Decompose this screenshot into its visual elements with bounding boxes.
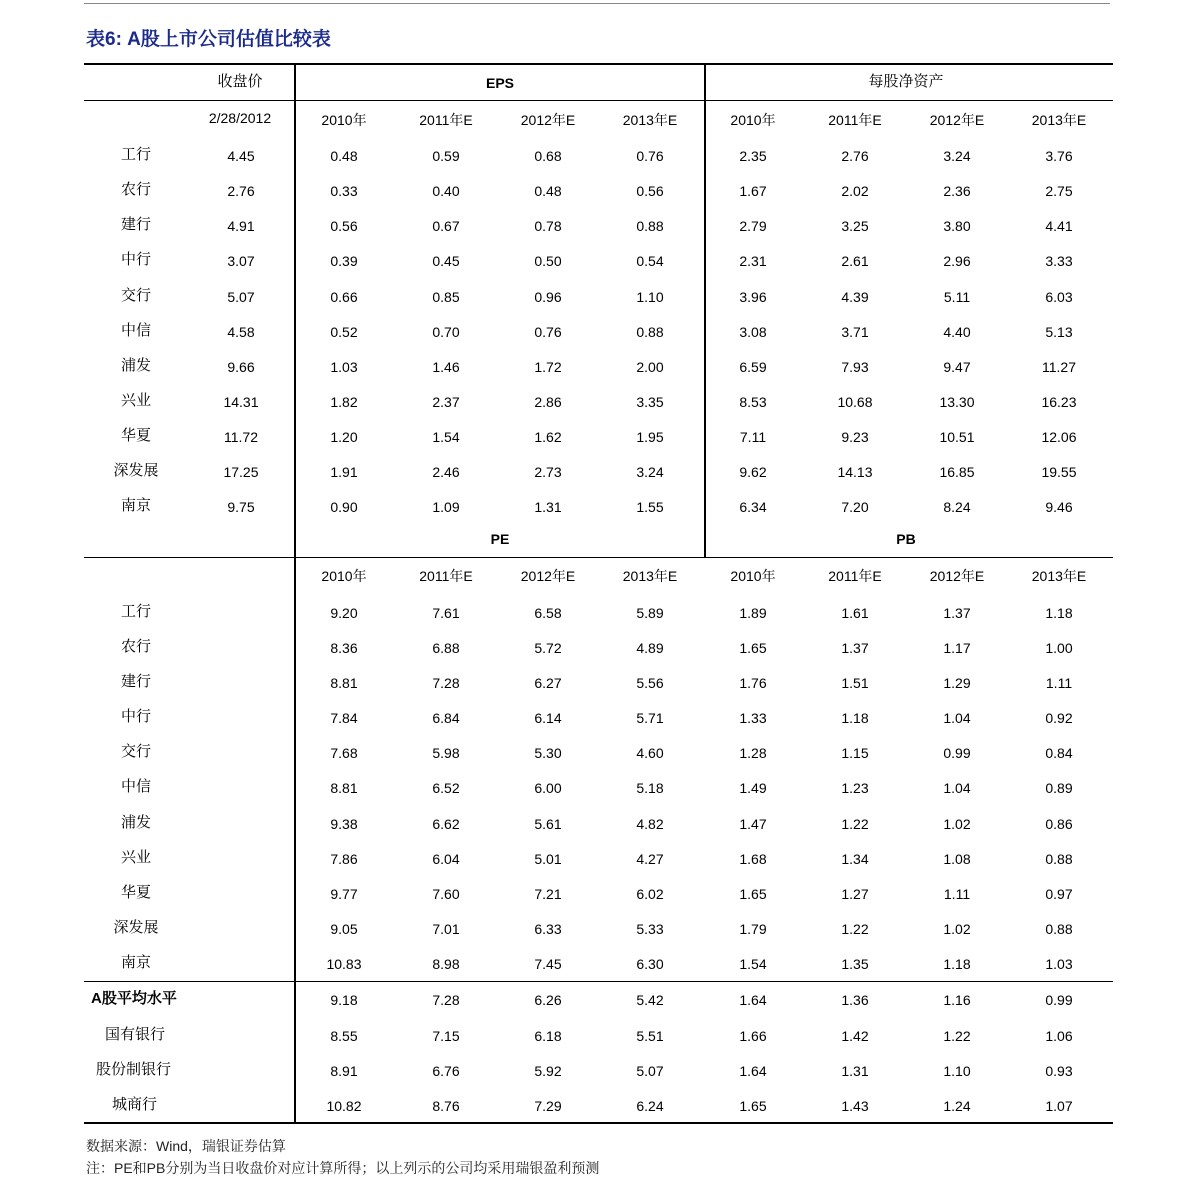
bvps-cell: 3.08 xyxy=(739,324,767,340)
year-header-pe-pb: 2012年E xyxy=(520,568,576,584)
close-price-cell: 4.45 xyxy=(227,148,255,164)
year-header: 2011年E xyxy=(828,112,882,128)
eps-cell: 0.54 xyxy=(636,253,664,269)
rule-header-1 xyxy=(84,100,1113,101)
pb-cell: 1.65 xyxy=(739,886,767,902)
aggregate-pb-cell: 0.93 xyxy=(1045,1063,1073,1079)
bank-name: 交行 xyxy=(120,287,151,304)
bvps-cell: 2.02 xyxy=(841,183,869,199)
bvps-cell: 4.40 xyxy=(943,324,971,340)
pe-cell: 4.27 xyxy=(636,851,664,867)
eps-cell: 0.76 xyxy=(636,148,664,164)
bvps-cell: 5.11 xyxy=(943,289,971,305)
pb-cell: 1.33 xyxy=(739,710,767,726)
pe-cell: 7.28 xyxy=(432,675,460,691)
pb-cell: 1.04 xyxy=(943,780,971,796)
eps-cell: 1.91 xyxy=(330,464,358,480)
pb-cell: 1.11 xyxy=(1045,675,1073,691)
pe-cell: 8.98 xyxy=(432,956,460,972)
eps-cell: 1.20 xyxy=(330,429,358,445)
year-header: 2010年 xyxy=(321,112,367,128)
bvps-cell: 9.23 xyxy=(841,429,869,445)
pb-cell: 1.54 xyxy=(739,956,767,972)
bank-name: 中行 xyxy=(120,251,151,268)
aggregate-pb-cell: 1.42 xyxy=(841,1028,869,1044)
bvps-cell: 4.39 xyxy=(841,289,869,305)
close-price-cell: 14.31 xyxy=(223,394,259,410)
pe-cell: 7.61 xyxy=(432,605,460,621)
pe-cell: 7.60 xyxy=(432,886,460,902)
bvps-cell: 3.96 xyxy=(739,289,767,305)
pb-cell: 0.97 xyxy=(1045,886,1073,902)
eps-header: EPS xyxy=(485,75,514,91)
bvps-cell: 5.13 xyxy=(1045,324,1073,340)
aggregate-pb-cell: 1.07 xyxy=(1045,1098,1073,1114)
pe-cell: 5.33 xyxy=(636,921,664,937)
bvps-cell: 16.23 xyxy=(1041,394,1077,410)
pe-cell: 7.45 xyxy=(534,956,562,972)
aggregate-pb-cell: 1.16 xyxy=(943,992,971,1008)
bvps-cell: 6.34 xyxy=(739,499,767,515)
pb-header: PB xyxy=(896,531,916,547)
eps-cell: 2.86 xyxy=(534,394,562,410)
pe-header: PE xyxy=(490,531,510,547)
bvps-cell: 3.76 xyxy=(1045,148,1073,164)
eps-cell: 0.48 xyxy=(330,148,358,164)
bank-name: 南京 xyxy=(120,954,151,971)
bvps-cell: 2.35 xyxy=(739,148,767,164)
pe-cell: 6.02 xyxy=(636,886,664,902)
pe-cell: 4.60 xyxy=(636,745,664,761)
pb-cell: 0.92 xyxy=(1045,710,1073,726)
data-source: 数据来源：Wind，瑞银证券估算 xyxy=(86,1138,286,1154)
pb-cell: 0.88 xyxy=(1045,921,1073,937)
bank-name: 农行 xyxy=(120,181,151,198)
aggregate-pb-cell: 1.31 xyxy=(841,1063,869,1079)
pe-cell: 4.89 xyxy=(636,640,664,656)
aggregate-pe-cell: 7.15 xyxy=(432,1028,460,1044)
eps-cell: 1.55 xyxy=(636,499,664,515)
aggregate-pe-cell: 5.42 xyxy=(636,992,664,1008)
aggregate-pe-cell: 8.91 xyxy=(330,1063,358,1079)
eps-cell: 1.54 xyxy=(432,429,460,445)
bvps-cell: 9.47 xyxy=(943,359,971,375)
pe-cell: 6.52 xyxy=(432,780,460,796)
bvps-cell: 2.36 xyxy=(943,183,971,199)
close-price-cell: 9.66 xyxy=(227,359,255,375)
eps-cell: 1.03 xyxy=(330,359,358,375)
close-price-cell: 4.58 xyxy=(227,324,255,340)
aggregate-pb-cell: 1.22 xyxy=(943,1028,971,1044)
eps-cell: 0.59 xyxy=(432,148,460,164)
aggregate-pb-cell: 1.10 xyxy=(943,1063,971,1079)
aggregate-pe-cell: 5.51 xyxy=(636,1028,664,1044)
pb-cell: 1.11 xyxy=(943,886,971,902)
aggregate-pe-cell: 8.55 xyxy=(330,1028,358,1044)
pe-cell: 6.33 xyxy=(534,921,562,937)
pb-cell: 1.61 xyxy=(841,605,869,621)
bvps-cell: 19.55 xyxy=(1041,464,1077,480)
pe-cell: 7.68 xyxy=(330,745,358,761)
year-header: 2013年E xyxy=(1031,112,1087,128)
aggregate-pb-cell: 1.64 xyxy=(739,992,767,1008)
rule-vertical-mid xyxy=(704,63,706,558)
bvps-cell: 1.67 xyxy=(739,183,767,199)
eps-cell: 0.88 xyxy=(636,218,664,234)
eps-cell: 2.37 xyxy=(432,394,460,410)
bank-name: 中行 xyxy=(120,708,151,725)
bvps-cell: 11.27 xyxy=(1042,359,1076,375)
pe-cell: 10.83 xyxy=(326,956,362,972)
bvps-cell: 3.80 xyxy=(943,218,971,234)
aggregate-pe-cell: 5.92 xyxy=(534,1063,562,1079)
pe-cell: 5.72 xyxy=(534,640,562,656)
bvps-cell: 16.85 xyxy=(939,464,975,480)
pb-cell: 1.27 xyxy=(841,886,869,902)
aggregate-pe-cell: 6.26 xyxy=(534,992,562,1008)
eps-cell: 1.10 xyxy=(636,289,664,305)
top-rule xyxy=(84,3,1110,4)
bvps-cell: 12.06 xyxy=(1041,429,1077,445)
pe-cell: 5.98 xyxy=(432,745,460,761)
pb-cell: 1.49 xyxy=(739,780,767,796)
pb-cell: 0.88 xyxy=(1045,851,1073,867)
pb-cell: 1.22 xyxy=(841,816,869,832)
pb-cell: 0.89 xyxy=(1045,780,1073,796)
close-price-cell: 4.91 xyxy=(227,218,255,234)
eps-cell: 0.56 xyxy=(330,218,358,234)
bank-name: 建行 xyxy=(120,216,151,233)
year-header: 2013年E xyxy=(622,112,678,128)
bvps-cell: 10.68 xyxy=(837,394,873,410)
bvps-cell: 7.20 xyxy=(841,499,869,515)
pe-cell: 8.81 xyxy=(330,675,358,691)
pb-cell: 1.89 xyxy=(739,605,767,621)
rule-aggregates xyxy=(84,981,1113,982)
eps-cell: 1.62 xyxy=(534,429,562,445)
bank-name: 中信 xyxy=(120,322,151,339)
eps-cell: 0.39 xyxy=(330,253,358,269)
bank-name: 中信 xyxy=(120,778,151,795)
close-price-cell: 3.07 xyxy=(227,253,255,269)
year-header-pe-pb: 2010年 xyxy=(321,568,367,584)
eps-cell: 0.67 xyxy=(432,218,460,234)
close-price-cell: 17.25 xyxy=(223,464,259,480)
eps-cell: 0.78 xyxy=(534,218,562,234)
pb-cell: 1.37 xyxy=(841,640,869,656)
rule-bottom xyxy=(84,1122,1113,1124)
bank-name: 深发展 xyxy=(113,462,159,479)
pe-cell: 6.14 xyxy=(534,710,562,726)
pb-cell: 0.86 xyxy=(1045,816,1073,832)
pe-cell: 5.71 xyxy=(636,710,664,726)
aggregate-pe-cell: 7.29 xyxy=(534,1098,562,1114)
bank-name: 交行 xyxy=(120,743,151,760)
bank-name: 工行 xyxy=(120,146,151,163)
pb-cell: 1.34 xyxy=(841,851,869,867)
pe-cell: 6.30 xyxy=(636,956,664,972)
table-title: 表6: A股上市公司估值比较表 xyxy=(86,29,331,50)
year-header-pe-pb: 2012年E xyxy=(929,568,985,584)
bvps-cell: 6.03 xyxy=(1045,289,1073,305)
pb-cell: 1.08 xyxy=(943,851,971,867)
bank-name: 建行 xyxy=(120,673,151,690)
eps-cell: 0.68 xyxy=(534,148,562,164)
bvps-cell: 3.25 xyxy=(841,218,869,234)
pe-cell: 5.56 xyxy=(636,675,664,691)
pe-cell: 9.38 xyxy=(330,816,358,832)
pb-cell: 1.51 xyxy=(841,675,869,691)
pe-cell: 9.77 xyxy=(330,886,358,902)
eps-cell: 1.95 xyxy=(636,429,664,445)
eps-cell: 1.31 xyxy=(534,499,562,515)
close-price-cell: 5.07 xyxy=(227,289,255,305)
bvps-cell: 9.46 xyxy=(1045,499,1073,515)
aggregate-pe-cell: 10.82 xyxy=(326,1098,362,1114)
footnote: 注：PE和PB分别为当日收盘价对应计算所得；以上列示的公司均采用瑞银盈利预测 xyxy=(86,1160,600,1176)
pe-cell: 5.01 xyxy=(534,851,562,867)
bvps-cell: 10.51 xyxy=(939,429,975,445)
year-header-pe-pb: 2011年E xyxy=(419,568,473,584)
aggregate-pb-cell: 1.06 xyxy=(1045,1028,1073,1044)
eps-cell: 3.24 xyxy=(636,464,664,480)
eps-cell: 1.82 xyxy=(330,394,358,410)
pb-cell: 1.47 xyxy=(739,816,767,832)
bvps-cell: 6.59 xyxy=(739,359,767,375)
eps-cell: 0.48 xyxy=(534,183,562,199)
pb-cell: 1.76 xyxy=(739,675,767,691)
year-header-pe-pb: 2011年E xyxy=(828,568,882,584)
aggregate-pb-cell: 1.24 xyxy=(943,1098,971,1114)
aggregate-name: 国有银行 xyxy=(105,1026,166,1043)
pb-cell: 1.18 xyxy=(943,956,971,972)
eps-cell: 3.35 xyxy=(636,394,664,410)
bvps-cell: 2.75 xyxy=(1045,183,1073,199)
pe-cell: 9.05 xyxy=(330,921,358,937)
pb-cell: 1.68 xyxy=(739,851,767,867)
bvps-cell: 2.96 xyxy=(943,253,971,269)
bank-name: 兴业 xyxy=(120,392,151,409)
bank-name: 浦发 xyxy=(120,357,151,374)
eps-cell: 0.33 xyxy=(330,183,358,199)
pe-cell: 6.88 xyxy=(432,640,460,656)
bank-name: 工行 xyxy=(120,603,151,620)
bvps-cell: 3.33 xyxy=(1045,253,1073,269)
pb-cell: 1.35 xyxy=(841,956,869,972)
eps-cell: 0.88 xyxy=(636,324,664,340)
bvps-cell: 2.79 xyxy=(739,218,767,234)
year-header: 2010年 xyxy=(730,112,776,128)
bank-name: 华夏 xyxy=(120,427,151,444)
eps-cell: 2.73 xyxy=(534,464,562,480)
eps-cell: 0.85 xyxy=(432,289,460,305)
pb-cell: 0.99 xyxy=(943,745,971,761)
eps-cell: 2.46 xyxy=(432,464,460,480)
aggregate-pe-cell: 6.18 xyxy=(534,1028,562,1044)
pe-cell: 6.84 xyxy=(432,710,460,726)
pe-cell: 7.84 xyxy=(330,710,358,726)
bvps-cell: 7.93 xyxy=(841,359,869,375)
year-header-pe-pb: 2010年 xyxy=(730,568,776,584)
close-price-header: 收盘价 xyxy=(217,73,263,90)
eps-cell: 2.00 xyxy=(636,359,664,375)
pb-cell: 1.28 xyxy=(739,745,767,761)
pb-cell: 1.15 xyxy=(841,745,869,761)
aggregate-pe-cell: 8.76 xyxy=(432,1098,460,1114)
pe-cell: 6.62 xyxy=(432,816,460,832)
pb-cell: 1.00 xyxy=(1045,640,1073,656)
eps-cell: 0.70 xyxy=(432,324,460,340)
aggregate-name: 城商行 xyxy=(112,1096,158,1113)
aggregate-pb-cell: 1.64 xyxy=(739,1063,767,1079)
aggregate-pe-cell: 6.24 xyxy=(636,1098,664,1114)
pb-cell: 1.18 xyxy=(841,710,869,726)
bvps-cell: 2.61 xyxy=(841,253,869,269)
eps-cell: 0.50 xyxy=(534,253,562,269)
pe-cell: 5.89 xyxy=(636,605,664,621)
bvps-header: 每股净资产 xyxy=(868,73,944,90)
eps-cell: 0.52 xyxy=(330,324,358,340)
pb-cell: 1.22 xyxy=(841,921,869,937)
close-price-cell: 11.72 xyxy=(224,429,258,445)
bank-name: 华夏 xyxy=(120,884,151,901)
close-price-cell: 9.75 xyxy=(227,499,255,515)
pe-cell: 5.61 xyxy=(534,816,562,832)
rule-section-2 xyxy=(84,557,1113,558)
pb-cell: 1.02 xyxy=(943,921,971,937)
eps-cell: 0.96 xyxy=(534,289,562,305)
bvps-cell: 4.41 xyxy=(1045,218,1073,234)
aggregate-pe-cell: 5.07 xyxy=(636,1063,664,1079)
aggregate-name: A股平均水平 xyxy=(91,990,177,1007)
bank-name: 深发展 xyxy=(113,919,159,936)
pb-cell: 1.04 xyxy=(943,710,971,726)
eps-cell: 0.76 xyxy=(534,324,562,340)
pb-cell: 1.02 xyxy=(943,816,971,832)
bvps-cell: 3.71 xyxy=(841,324,869,340)
pe-cell: 6.27 xyxy=(534,675,562,691)
eps-cell: 0.56 xyxy=(636,183,664,199)
bvps-cell: 9.62 xyxy=(739,464,767,480)
bvps-cell: 8.53 xyxy=(739,394,767,410)
pe-cell: 6.58 xyxy=(534,605,562,621)
aggregate-pe-cell: 6.76 xyxy=(432,1063,460,1079)
pe-cell: 7.21 xyxy=(534,886,562,902)
bank-name: 浦发 xyxy=(120,814,151,831)
pe-cell: 6.04 xyxy=(432,851,460,867)
eps-cell: 1.72 xyxy=(534,359,562,375)
bank-name: 兴业 xyxy=(120,849,151,866)
close-date-header: 2/28/2012 xyxy=(208,110,272,126)
pe-cell: 7.01 xyxy=(432,921,460,937)
pb-cell: 1.37 xyxy=(943,605,971,621)
bvps-cell: 8.24 xyxy=(943,499,971,515)
aggregate-pe-cell: 9.18 xyxy=(330,992,358,1008)
aggregate-name: 股份制银行 xyxy=(96,1061,172,1078)
bvps-cell: 2.76 xyxy=(841,148,869,164)
bvps-cell: 14.13 xyxy=(837,464,873,480)
pe-cell: 8.81 xyxy=(330,780,358,796)
year-header-pe-pb: 2013年E xyxy=(1031,568,1087,584)
pb-cell: 1.03 xyxy=(1045,956,1073,972)
pb-cell: 0.84 xyxy=(1045,745,1073,761)
aggregate-pb-cell: 1.66 xyxy=(739,1028,767,1044)
year-header: 2012年E xyxy=(929,112,985,128)
pb-cell: 1.79 xyxy=(739,921,767,937)
pb-cell: 1.18 xyxy=(1045,605,1073,621)
aggregate-pb-cell: 1.36 xyxy=(841,992,869,1008)
bvps-cell: 7.11 xyxy=(739,429,767,445)
eps-cell: 1.09 xyxy=(432,499,460,515)
pb-cell: 1.65 xyxy=(739,640,767,656)
eps-cell: 0.45 xyxy=(432,253,460,269)
pb-cell: 1.23 xyxy=(841,780,869,796)
pe-cell: 5.18 xyxy=(636,780,664,796)
rule-top xyxy=(84,63,1113,65)
eps-cell: 0.90 xyxy=(330,499,358,515)
pe-cell: 9.20 xyxy=(330,605,358,621)
year-header: 2011年E xyxy=(419,112,473,128)
aggregate-pb-cell: 1.43 xyxy=(841,1098,869,1114)
aggregate-pe-cell: 7.28 xyxy=(432,992,460,1008)
bank-name: 农行 xyxy=(120,638,151,655)
pe-cell: 7.86 xyxy=(330,851,358,867)
pe-cell: 8.36 xyxy=(330,640,358,656)
eps-cell: 1.46 xyxy=(432,359,460,375)
pb-cell: 1.17 xyxy=(943,640,971,656)
pb-cell: 1.29 xyxy=(943,675,971,691)
year-header: 2012年E xyxy=(520,112,576,128)
pe-cell: 4.82 xyxy=(636,816,664,832)
aggregate-pb-cell: 1.65 xyxy=(739,1098,767,1114)
bvps-cell: 3.24 xyxy=(943,148,971,164)
year-header-pe-pb: 2013年E xyxy=(622,568,678,584)
aggregate-pb-cell: 0.99 xyxy=(1045,992,1073,1008)
close-price-cell: 2.76 xyxy=(227,183,255,199)
bvps-cell: 2.31 xyxy=(739,253,767,269)
pe-cell: 5.30 xyxy=(534,745,562,761)
eps-cell: 0.66 xyxy=(330,289,358,305)
pe-cell: 6.00 xyxy=(534,780,562,796)
bank-name: 南京 xyxy=(120,497,151,514)
eps-cell: 0.40 xyxy=(432,183,460,199)
bvps-cell: 13.30 xyxy=(939,394,975,410)
